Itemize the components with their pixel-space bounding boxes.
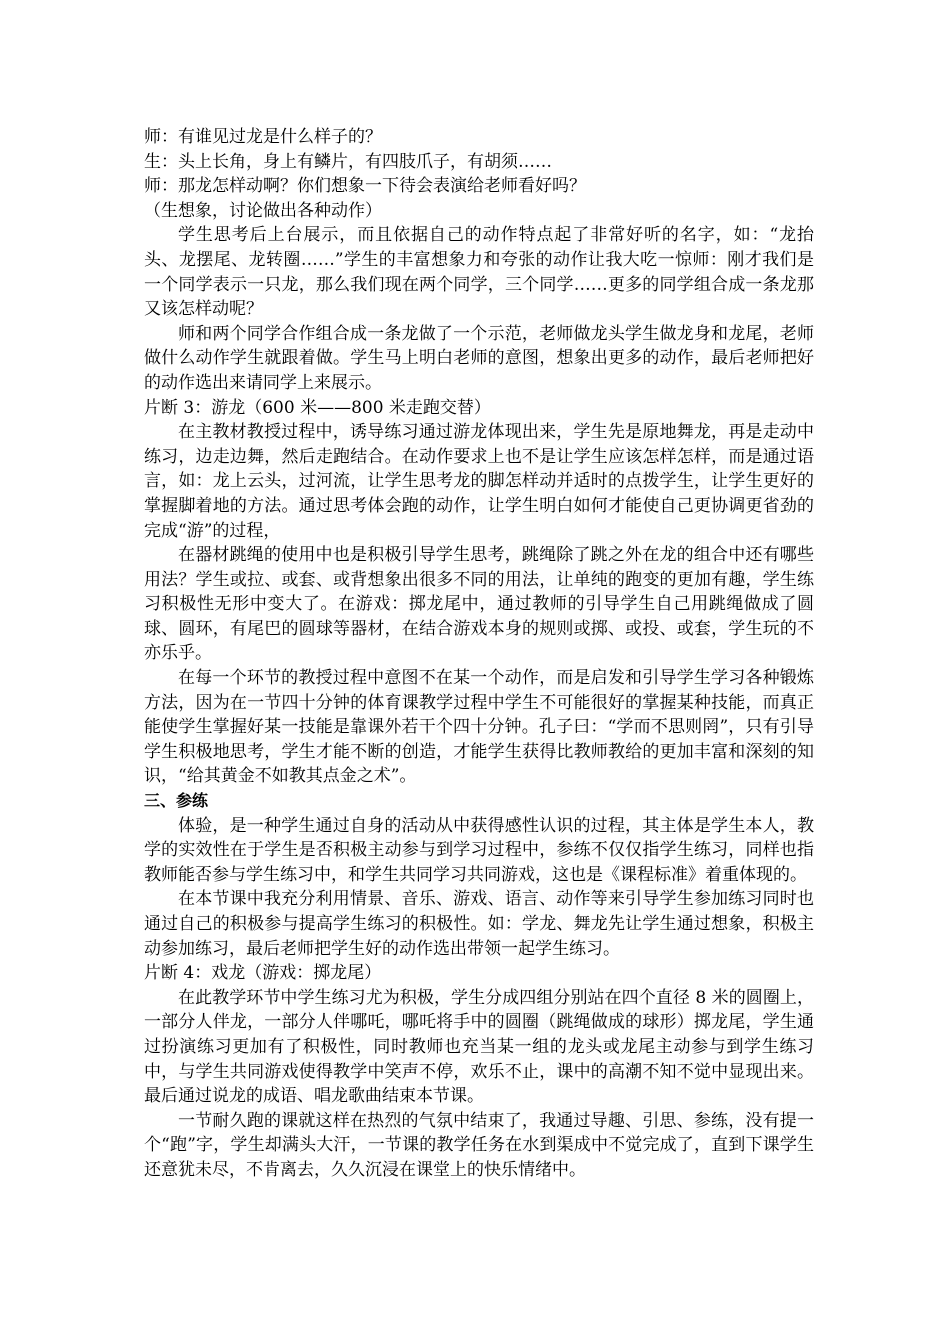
paragraph: 在主教材教授过程中，诱导练习通过游龙体现出来，学生先是原地舞龙，再是走动中练习，边走边舞，然后走跑结合。在动作要求上也不是让学生应该怎样怎样，而是通过语言，如：龙上云头，过河流，让学生思考龙的脚怎样动并适时的点拨学生，让学生更好的掌握脚着地的方法。通过思考体会跑的动作，让学生明白如何才能使自己更协调更省劲的完成“游”的过程， xyxy=(144,422,814,541)
paragraph: 学生思考后上台展示，而且依据自己的动作特点起了非常好听的名字，如：“龙抬头、龙摆尾、龙转圈……”学生的丰富想象力和夸张的动作让我大吃一惊师：刚才我们是一个同学表示一只龙，那么我们现在两个同学，三个同学……更多的同学组合成一条龙那又该怎样动呢？ xyxy=(144,225,814,320)
stage-direction: （生想象，讨论做出各种动作） xyxy=(144,200,382,221)
paragraph: 体验，是一种学生通过自身的活动从中获得感性认识的过程，其主体是学生本人，教学的实效性在于学生是否积极主动参与到学习过程中，参练不仅仅指学生练习，同样也指教师能否参与学生练习中，和学生共同学习共同游戏，这也是《课程标准》着重体现的。 xyxy=(144,815,814,885)
paragraph: 在每一个环节的教授过程中意图不在某一个动作，而是启发和引导学生学习各种锻炼方法，因为在一节四十分钟的体育课教学过程中学生不可能很好的掌握某种技能，而真正能使学生掌握好某一技能是靠课外若干个四十分钟。孔子曰：“学而不思则罔”，只有引导学生积极地思考，学生才能不断的创造，才能学生获得比教师教给的更加丰富和深刻的知识，“给其黄金不如教其点金之术”。 xyxy=(144,668,814,787)
dialogue-line: 师：有谁见过龙是什么样子的？ xyxy=(144,127,382,147)
paragraph: 在此教学环节中学生练习尤为积极，学生分成四组分别站在四个直径 8 米的圆圈上，一部分人伴龙，一部分人伴哪吒，哪吒将手中的圆圈（跳绳做成的球形）掷龙尾，学生通过扮演练习更加有了积极性，同时教师也充当某一组的龙头或龙尾主动参与到学生练习中，与学生共同游戏使得教学中笑声不停，欢乐不止，课中的高潮不知不觉中显现出来。最后通过说龙的成语、唱龙歌曲结束本节课。 xyxy=(144,987,814,1107)
dialogue-line: 师：那龙怎样动啊？你们想象一下待会表演给老师看好吗？ xyxy=(144,176,586,197)
fragment-heading: 片断 3：游龙（600 米——800 米走跑交替） xyxy=(144,397,491,418)
paragraph: 一节耐久跑的课就这样在热烈的气氛中结束了，我通过导趣、引思、参练，没有提一个“跑”字，学生却满头大汗，一节课的教学任务在水到渠成中不觉完成了，直到下课学生还意犹未尽，不肯离去，久久沉浸在课堂上的快乐情绪中。 xyxy=(144,1110,814,1180)
paragraph: 在器材跳绳的使用中也是积极引导学生思考，跳绳除了跳之外在龙的组合中还有哪些用法？学生或拉、或套、或背想象出很多不同的用法，让单纯的跑变的更加有趣，学生练习积极性无形中变大了。在游戏：掷龙尾中，通过教师的引导学生自己用跳绳做成了圆球、圆环，有尾巴的圆球等器材，在结合游戏本身的规则或掷、或投、或套，学生玩的不亦乐乎。 xyxy=(144,545,814,664)
fragment-heading: 片断 4：戏龙（游戏：掷龙尾） xyxy=(144,963,382,984)
section-heading: 三、参练 xyxy=(144,791,209,811)
paragraph: 师和两个同学合作组合成一条龙做了一个示范，老师做龙头学生做龙身和龙尾，老师做什么动作学生就跟着做。学生马上明白老师的意图，想象出更多的动作，最后老师把好的动作选出来请同学上来展示。 xyxy=(144,323,814,393)
paragraph: 在本节课中我充分利用情景、音乐、游戏、语言、动作等来引导学生参加练习同时也通过自己的积极参与提高学生练习的积极性。如：学龙、舞龙先让学生通过想象，积极主动参加练习，最后老师把学生好的动作选出带领一起学生练习。 xyxy=(144,889,814,959)
document-page xyxy=(144,125,814,1183)
dialogue-line: 生：头上长角，身上有鳞片，有四肢爪子，有胡须…… xyxy=(144,151,552,172)
